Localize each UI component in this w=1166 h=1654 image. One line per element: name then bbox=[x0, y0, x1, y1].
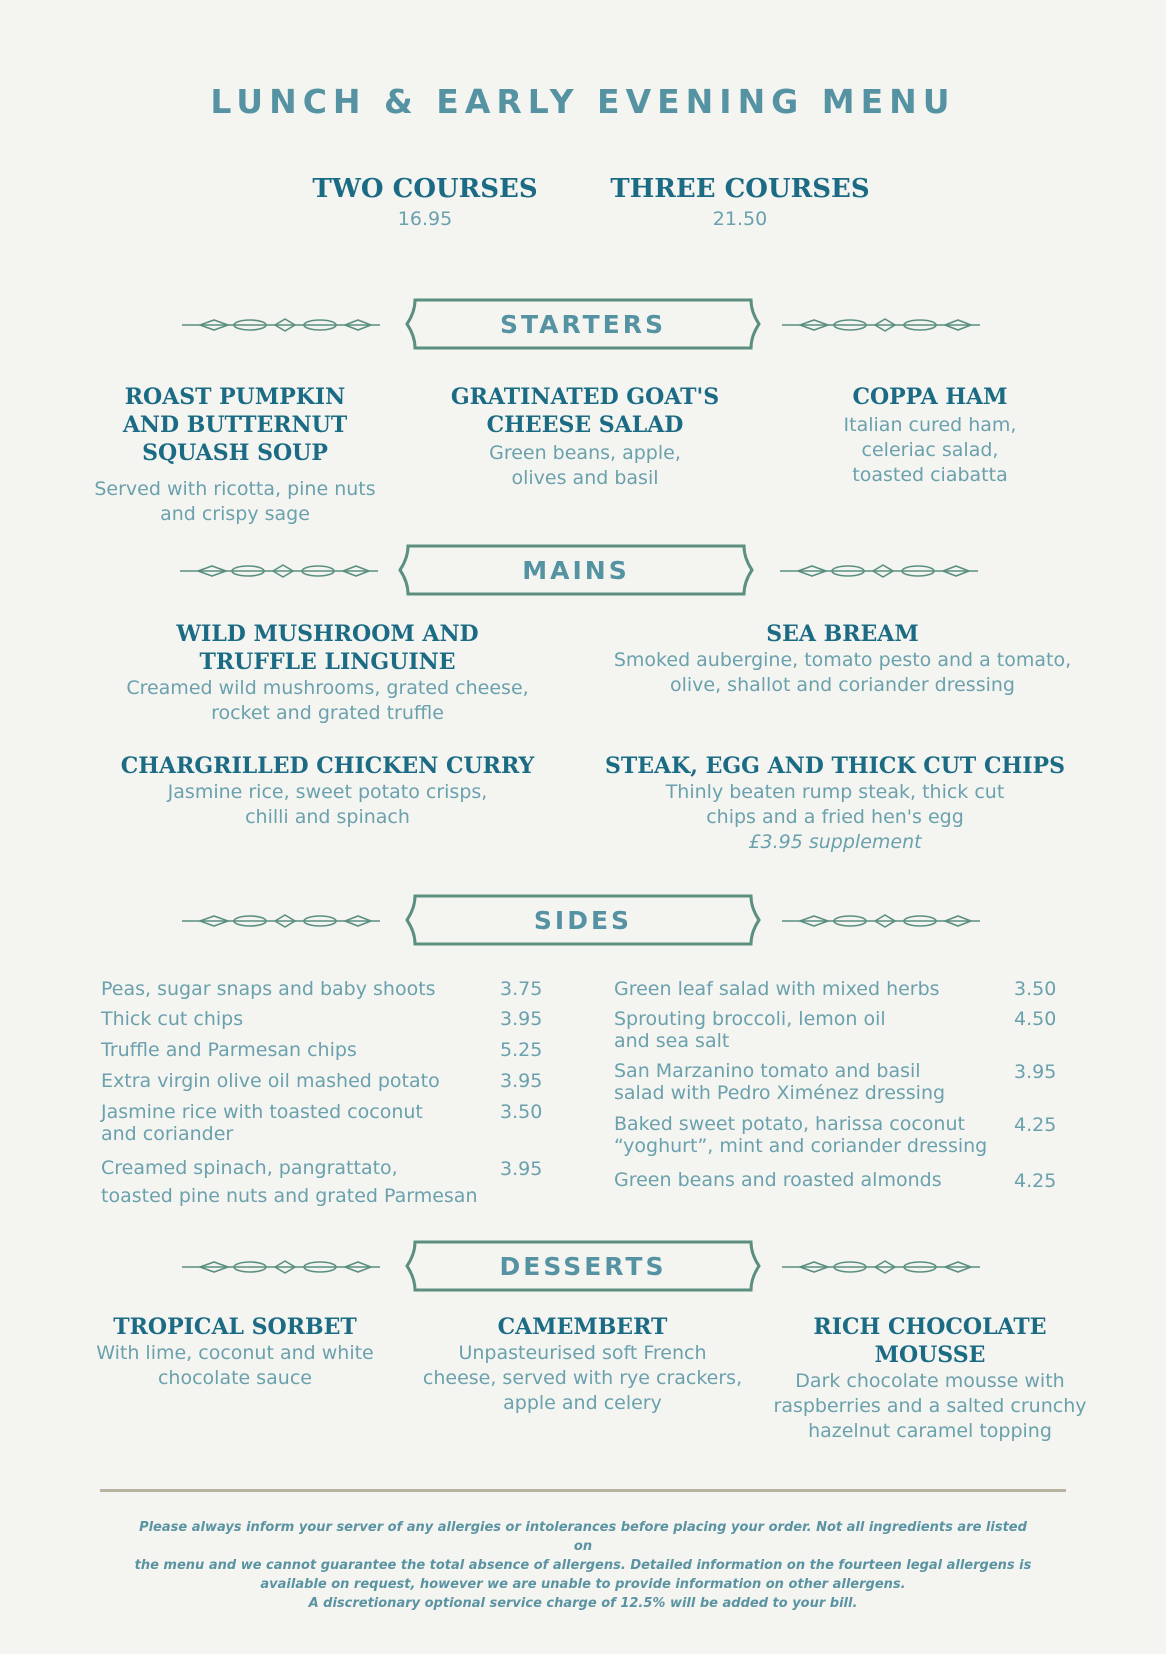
dessert-name: TROPICAL SORBET bbox=[113, 1314, 357, 1340]
ornament-left-mains bbox=[178, 561, 380, 581]
main-item bbox=[600, 752, 1070, 855]
side-item: Sprouting broccoli, lemon oil and sea salt bbox=[614, 1008, 886, 1052]
starter-desc: Italian cured ham, celeriac salad, toasted ciabatta bbox=[843, 414, 1017, 486]
starter-desc: Served with ricotta, pine nuts and crispy sage bbox=[94, 478, 376, 525]
starter-name: GRATINATED GOAT'S CHEESE SALAD bbox=[450, 384, 720, 438]
starter-name: COPPA HAM bbox=[852, 384, 1008, 410]
two-courses-price: 16.95 bbox=[397, 208, 453, 230]
dessert-desc: Dark chocolate mousse with raspberries and a salted crunchy hazelnut caramel topping bbox=[773, 1370, 1087, 1442]
supplement-note: £3.95 supplement bbox=[748, 831, 922, 853]
ornament-left-desserts bbox=[180, 1257, 382, 1277]
side-price: 4.25 bbox=[1014, 1114, 1057, 1136]
footer-divider bbox=[100, 1489, 1066, 1492]
ornament-left-sides bbox=[180, 911, 382, 931]
dessert-name: CAMEMBERT bbox=[497, 1314, 668, 1340]
side-price: 4.50 bbox=[1014, 1008, 1057, 1030]
dessert-desc: Unpasteurised soft French cheese, served with rye crackers, apple and celery bbox=[422, 1342, 743, 1414]
side-price: 3.50 bbox=[500, 1101, 543, 1123]
dessert-item bbox=[410, 1313, 755, 1416]
main-name: STEAK, EGG AND THICK CUT CHIPS bbox=[605, 753, 1065, 779]
side-item: Jasmine rice with toasted coconut and coriander bbox=[101, 1101, 423, 1145]
side-item: San Marzanino tomato and basil salad with Pedro Ximénez dressing bbox=[614, 1060, 946, 1104]
main-desc: Jasmine rice, sweet potato crisps, chilli and spinach bbox=[167, 781, 488, 828]
side-price: 3.95 bbox=[1014, 1061, 1057, 1083]
main-name: WILD MUSHROOM AND TRUFFLE LINGUINE bbox=[176, 621, 479, 675]
side-item: Creamed spinach, pangrattato, toasted pine nuts and grated Parmesan bbox=[101, 1157, 478, 1207]
ornament-right-desserts bbox=[780, 1257, 982, 1277]
main-item bbox=[100, 752, 555, 830]
three-courses-label: THREE COURSES bbox=[610, 174, 870, 204]
side-price: 4.25 bbox=[1014, 1170, 1057, 1192]
ornament-right-mains bbox=[778, 561, 980, 581]
sides-banner bbox=[405, 894, 761, 946]
main-desc: Creamed wild mushrooms, grated cheese, rocket and grated truffle bbox=[126, 677, 529, 724]
ornament-left-starters bbox=[180, 315, 382, 335]
sides-heading: SIDES bbox=[533, 906, 633, 935]
two-courses-label: TWO COURSES bbox=[312, 174, 538, 204]
allergen-notice: Please always inform your server of any allergies or intolerances before placing your order. Not all ingredients are listed on the menu and we cannot guarantee the total absence of allergens. Detailed information on the fourteen legal allergens is available on request, however we are unable to provide information on other allergens. A discretionary optional service charge of 12.5% will be added to your bill. bbox=[134, 1520, 1032, 1611]
side-price: 3.95 bbox=[500, 1070, 543, 1092]
starter-item bbox=[780, 383, 1080, 488]
menu-title: LUNCH & EARLY EVENING MENU bbox=[210, 82, 956, 121]
main-item bbox=[100, 620, 555, 726]
side-price: 3.95 bbox=[500, 1158, 543, 1180]
side-price: 3.50 bbox=[1014, 978, 1057, 1000]
side-item: Green beans and roasted almonds bbox=[614, 1169, 942, 1191]
side-price: 3.75 bbox=[500, 978, 543, 1000]
side-item: Thick cut chips bbox=[101, 1008, 244, 1030]
side-item: Peas, sugar snaps and baby shoots bbox=[101, 978, 436, 1000]
main-desc: Smoked aubergine, tomato pesto and a tomato, olive, shallot and coriander dressing bbox=[613, 649, 1072, 696]
three-courses-price: 21.50 bbox=[712, 208, 768, 230]
side-item: Green leaf salad with mixed herbs bbox=[614, 978, 940, 1000]
main-name: SEA BREAM bbox=[766, 621, 919, 647]
starter-item bbox=[420, 383, 750, 491]
desserts-heading: DESSERTS bbox=[499, 1252, 667, 1281]
starters-banner bbox=[405, 298, 761, 350]
main-name: CHARGRILLED CHICKEN CURRY bbox=[120, 753, 535, 779]
dessert-name: RICH CHOCOLATE MOUSSE bbox=[813, 1314, 1047, 1368]
desserts-banner bbox=[405, 1240, 761, 1292]
starters-heading: STARTERS bbox=[500, 310, 666, 339]
dessert-desc: With lime, coconut and white chocolate sauce bbox=[96, 1342, 374, 1389]
starter-item bbox=[70, 383, 400, 527]
mains-heading: MAINS bbox=[522, 556, 630, 585]
side-price: 3.95 bbox=[500, 1008, 543, 1030]
side-item: Truffle and Parmesan chips bbox=[101, 1039, 357, 1061]
ornament-right-starters bbox=[780, 315, 982, 335]
main-item bbox=[600, 620, 1085, 698]
side-price: 5.25 bbox=[500, 1039, 543, 1061]
ornament-right-sides bbox=[780, 911, 982, 931]
mains-banner bbox=[398, 544, 754, 596]
main-desc: Thinly beaten rump steak, thick cut chips and a fried hen's egg £3.95 supplement bbox=[600, 780, 1070, 855]
starter-desc: Green beans, apple, olives and basil bbox=[489, 442, 681, 489]
starter-name: ROAST PUMPKIN AND BUTTERNUT SQUASH SOUP bbox=[122, 384, 348, 466]
side-item: Extra virgin olive oil mashed potato bbox=[101, 1070, 440, 1092]
dessert-item bbox=[760, 1313, 1100, 1444]
side-item: Baked sweet potato, harissa coconut “yoghurt”, mint and coriander dressing bbox=[614, 1113, 988, 1157]
dessert-item bbox=[70, 1313, 400, 1391]
